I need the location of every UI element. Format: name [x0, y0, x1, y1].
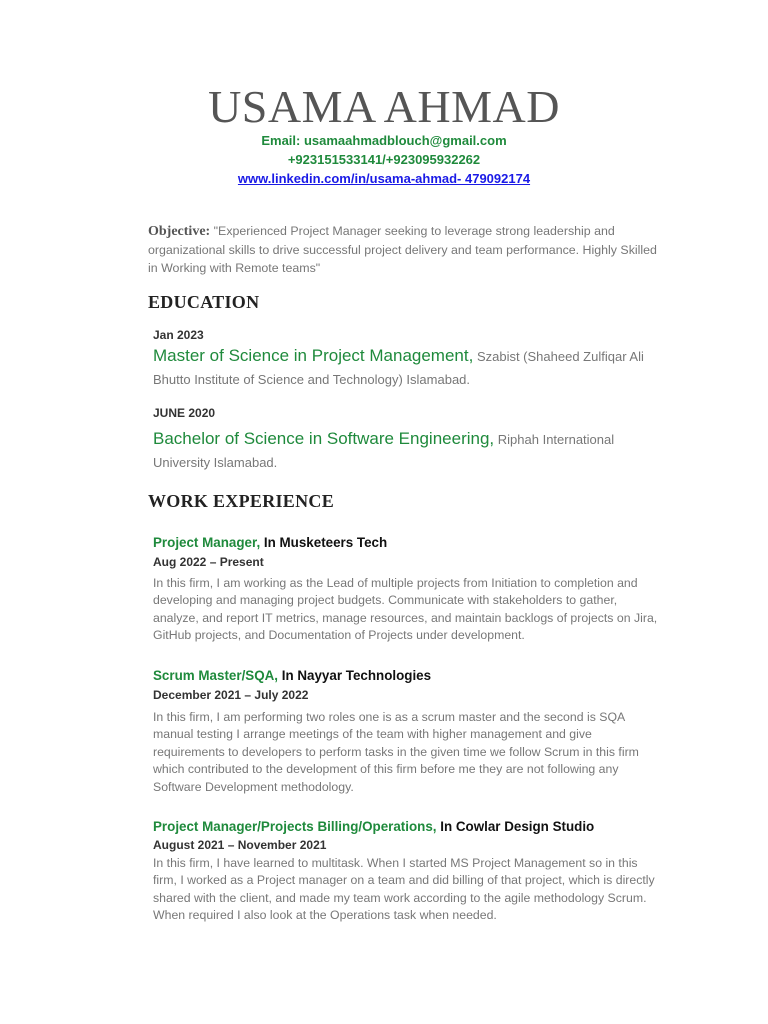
objective-text: "Experienced Project Manager seeking to leverage strong leadership and organizational skills to drive successful project delivery and team performance. Highly Skilled in Working with Remote teams"	[148, 224, 657, 275]
contact-email: Email: usamaahmadblouch@gmail.com	[261, 133, 507, 148]
objective-label: Objective:	[148, 224, 211, 239]
job-dates: December 2021 – July 2022	[153, 688, 309, 702]
job-title: Project Manager,	[153, 535, 261, 550]
candidate-name: USAMA AHMAD	[208, 81, 560, 132]
job-description: In this firm, I am performing two roles one is as a scrum master and the second is SQA manual testing I arrange meetings of the team with higher management and give requirements to developers to perform tasks in the given time we follow Scrum in this firm which contributed to the development of this firm before me they are not following any Software Development methodology.	[153, 710, 639, 794]
institution-name: Szabist (Shaheed Zulfiqar Ali Bhutto Institute of Science and Technology) Islamabad.	[153, 349, 644, 387]
job-title: Scrum Master/SQA,	[153, 668, 279, 683]
job-heading	[153, 819, 594, 834]
education-date: Jan 2023	[153, 328, 204, 342]
objective-section	[148, 222, 668, 277]
linkedin-link[interactable]: www.linkedin.com/in/usama-ahmad- 479092174	[237, 171, 531, 186]
degree-title: Master of Science in Project Management,	[153, 346, 474, 365]
job-heading	[153, 535, 387, 550]
job-company: In Musketeers Tech	[260, 535, 388, 550]
job-title: Project Manager/Projects Billing/Operations,	[153, 819, 437, 834]
job-description: In this firm, I have learned to multitask. When I started MS Project Management so in this firm, I worked as a Project manager on a team and did billing of that project, which is directly shared with the client, and made my team work according to the agile methodology Scrum. When required I also look at the Operations task when needed.	[153, 856, 655, 923]
job-company: In Cowlar Design Studio	[436, 819, 595, 834]
contact-phone: +923151533141/+923095932262	[287, 152, 481, 167]
education-heading: EDUCATION	[148, 292, 260, 312]
education-item	[153, 427, 668, 474]
job-dates: Aug 2022 – Present	[153, 555, 264, 569]
education-item	[153, 344, 668, 391]
institution-name: Riphah International University Islamabad.	[153, 432, 615, 470]
degree-title: Bachelor of Science in Software Engineering,	[153, 429, 495, 448]
job-description: In this firm, I am working as the Lead of multiple projects from Initiation to completion and developing and managing project budgets. Communicate with stakeholders to gather, analyze, and report IT metrics, manage resources, and maintain backlogs of projects on Jira, GitHub projects, and Documentation of Projects under development.	[153, 576, 658, 643]
job-heading	[153, 668, 431, 683]
job-dates: August 2021 – November 2021	[153, 838, 327, 852]
job-company: In Nayyar Technologies	[278, 668, 432, 683]
work-experience-heading: WORK EXPERIENCE	[148, 491, 335, 511]
education-date: JUNE 2020	[153, 406, 216, 420]
